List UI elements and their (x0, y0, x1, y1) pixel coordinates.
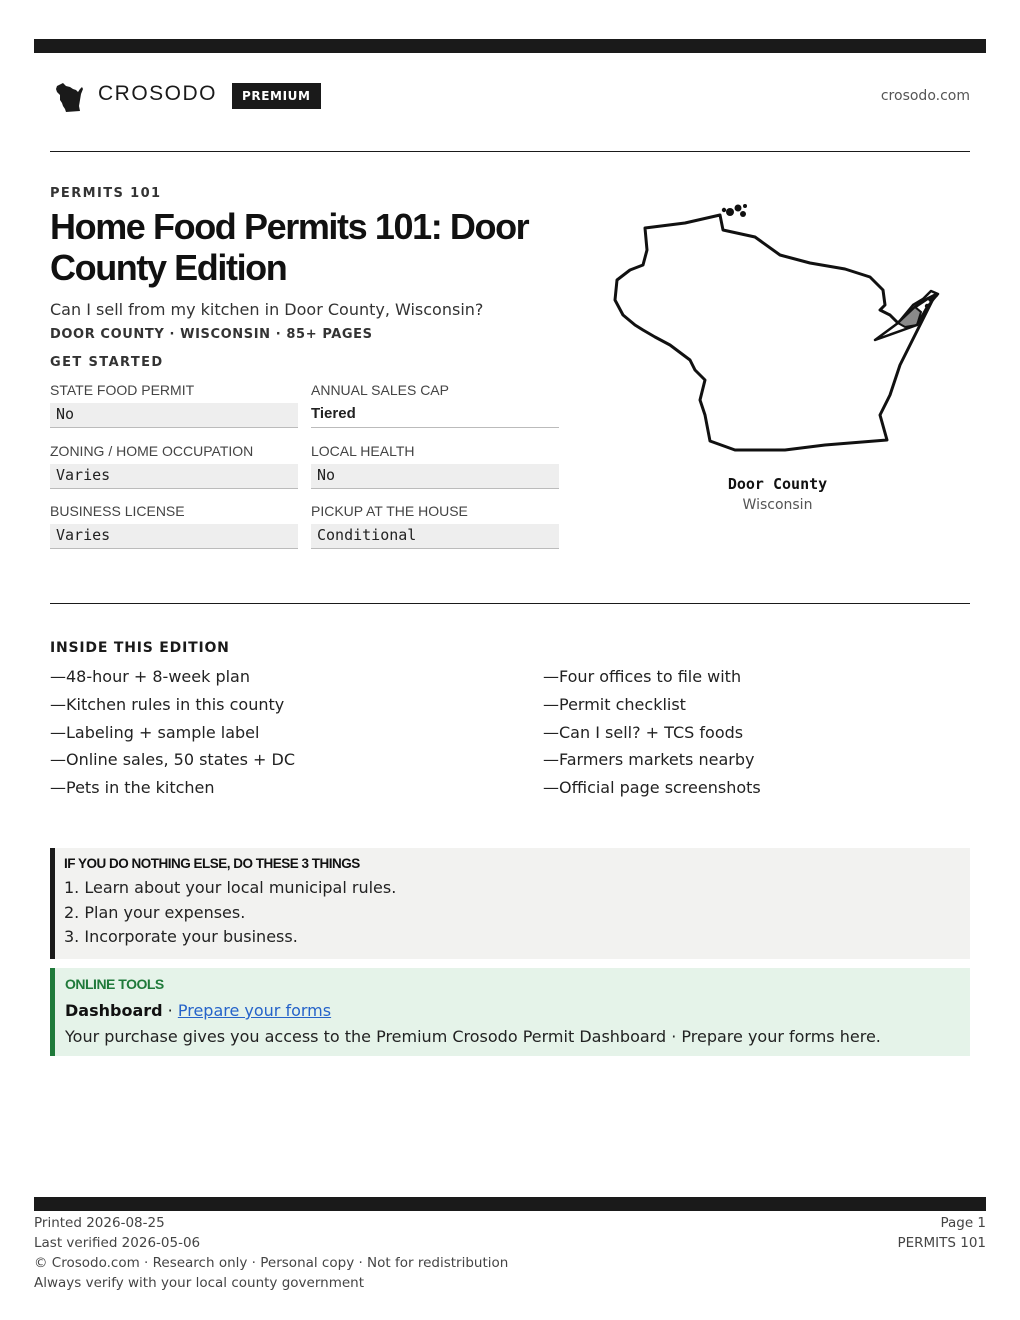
page-title: Home Food Permits 101: Door County Edition (50, 206, 529, 288)
permit-state-food (50, 380, 298, 428)
section-divider (50, 603, 970, 604)
list-item: —Official page screenshots (543, 778, 761, 798)
header-divider (50, 151, 970, 152)
permit-business-license (50, 501, 298, 549)
callout-heading: ONLINE TOOLS (65, 976, 164, 992)
permit-value: Varies (50, 464, 298, 489)
map-state-label: Wisconsin (742, 497, 813, 513)
permit-value: No (50, 403, 298, 428)
footer-section: PERMITS 101 (897, 1235, 986, 1251)
dashboard-line (65, 1001, 331, 1020)
apostle-islands (722, 204, 747, 217)
permit-annual-sales-cap (311, 380, 559, 428)
page-number: Page 1 (940, 1215, 986, 1231)
must-do-callout (50, 848, 970, 959)
verified-date: Last verified 2026-05-06 (34, 1235, 201, 1251)
permit-label: STATE FOOD PERMIT (50, 382, 195, 398)
premium-badge: PREMIUM (232, 83, 321, 109)
list-item: —Four offices to file with (543, 667, 742, 686)
separator: · (162, 1001, 178, 1020)
get-started-heading: GET STARTED (50, 355, 164, 370)
map-county-label: Door County (727, 475, 828, 493)
wisconsin-logo-icon (54, 80, 86, 114)
must-do-list (64, 878, 396, 952)
footer-left (34, 1213, 508, 1293)
permit-local-health (311, 441, 559, 489)
footer-bar (34, 1197, 986, 1211)
header (50, 78, 970, 118)
permit-pickup (311, 501, 559, 549)
list-item: —Can I sell? + TCS foods (543, 722, 744, 742)
section-kicker: PERMITS 101 (50, 186, 162, 201)
permit-label: LOCAL HEALTH (311, 443, 415, 459)
list-item: —Farmers markets nearby (543, 750, 755, 770)
callout-heading: IF YOU DO NOTHING ELSE, DO THESE 3 THINGS (64, 856, 360, 871)
permit-zoning (50, 441, 298, 489)
inside-heading: INSIDE THIS EDITION (50, 640, 230, 656)
permit-value: Tiered (311, 403, 559, 428)
list-item: —Labeling + sample label (50, 722, 260, 742)
edition-meta: DOOR COUNTY · WISCONSIN · 85+ PAGES (50, 327, 373, 342)
dashboard-description: Your purchase gives you access to the Premium Crosodo Permit Dashboard · Prepare your forms here. (65, 1027, 881, 1046)
wisconsin-county-map (605, 195, 955, 465)
permit-label: BUSINESS LICENSE (50, 503, 185, 519)
list-item: 3. Incorporate your business. (64, 927, 298, 946)
list-item: 1. Learn about your local municipal rules. (64, 878, 397, 897)
list-item: —48-hour + 8-week plan (50, 667, 250, 686)
printed-date: Printed 2026-08-25 (34, 1215, 165, 1231)
permit-label: ZONING / HOME OCCUPATION (50, 443, 254, 459)
inside-list-left (50, 667, 470, 806)
site-url[interactable]: crosodo.com (880, 88, 970, 104)
inside-list-right (543, 667, 963, 806)
list-item: 2. Plan your expenses. (64, 902, 246, 922)
prepare-forms-link[interactable]: Prepare your forms (177, 1001, 332, 1020)
permit-value: Conditional (311, 524, 559, 549)
list-item: —Permit checklist (543, 694, 686, 714)
footer-right (897, 1213, 986, 1253)
brand-name: CROSODO (98, 82, 218, 105)
page-subtitle: Can I sell from my kitchen in Door County, Wisconsin? (50, 300, 484, 319)
permit-value: No (311, 464, 559, 489)
permit-label: PICKUP AT THE HOUSE (311, 503, 468, 519)
permit-label: ANNUAL SALES CAP (311, 382, 449, 398)
top-bar (34, 39, 986, 53)
dashboard-label: Dashboard (65, 1001, 163, 1020)
online-tools-callout (50, 968, 970, 1056)
disclaimer: Always verify with your local county government (34, 1275, 364, 1291)
list-item: —Online sales, 50 states + DC (50, 750, 296, 770)
permit-value: Varies (50, 524, 298, 549)
copyright: © Crosodo.com · Research only · Personal copy · Not for redistribution (34, 1255, 509, 1271)
list-item: —Pets in the kitchen (50, 778, 215, 798)
list-item: —Kitchen rules in this county (50, 694, 285, 714)
